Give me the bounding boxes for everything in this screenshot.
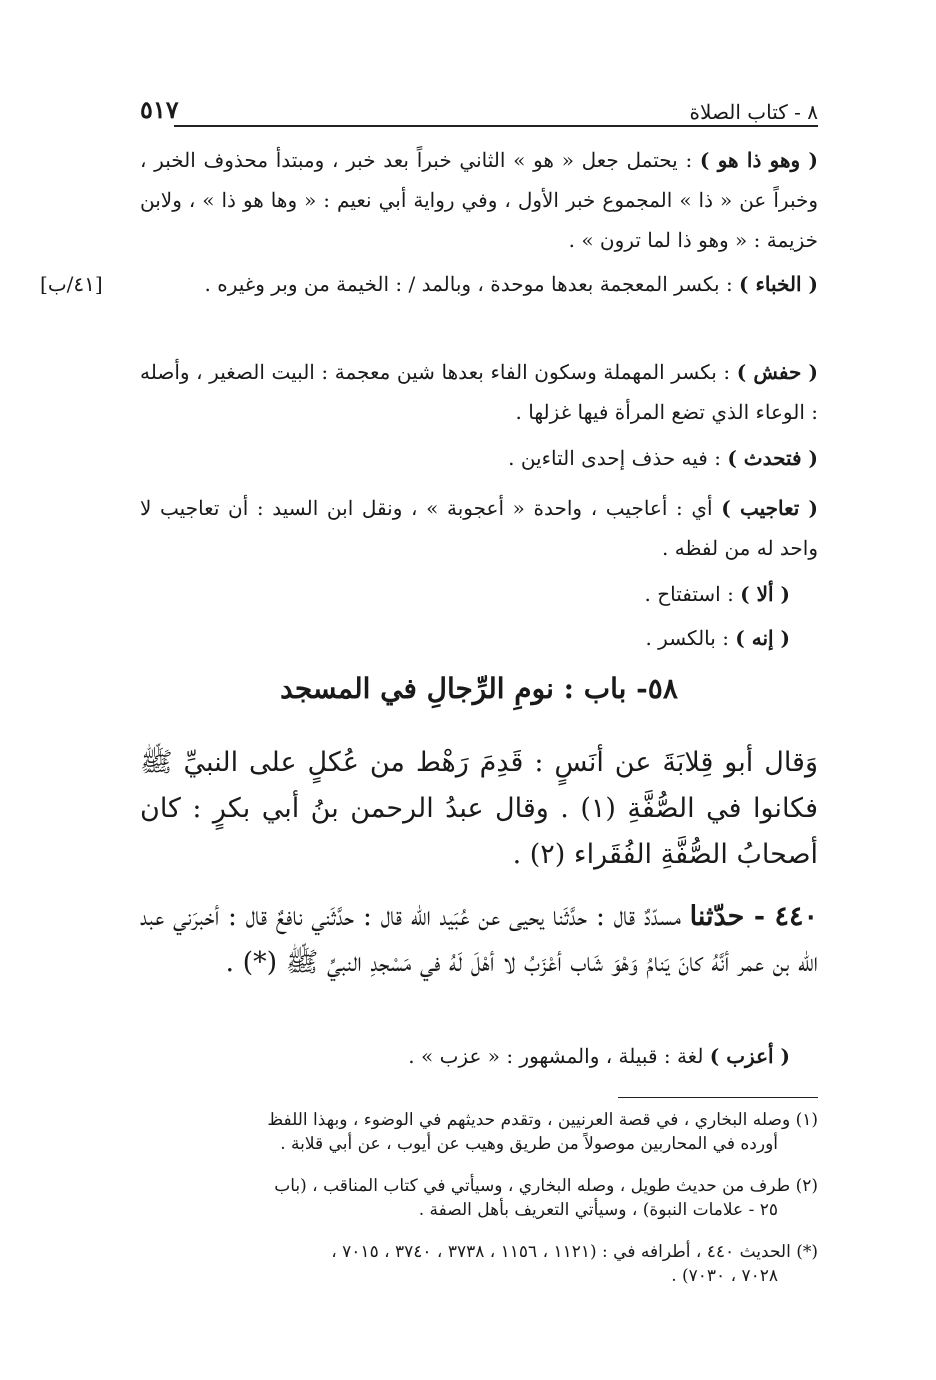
- note-taajib: [140, 488, 818, 568]
- note-term: ( الخباء ): [739, 272, 818, 296]
- note-innahu: [140, 618, 818, 658]
- footnote-text: ٢٥ - علامات النبوة) ، وسيأتي التعريف بأهل الصفة .: [418, 1200, 778, 1220]
- main-line: حدَّثَني نافعٌ قال : أخبرَني عبد الله بن عمر أنَّهُ كانَ يَنامُ وَهْوَ شَاب: [140, 901, 818, 978]
- footnote-2: [140, 1174, 818, 1222]
- chapter-intro: [140, 740, 818, 878]
- running-title: ٨ - كتاب الصلاة: [689, 100, 818, 124]
- hadith-440: [140, 894, 818, 986]
- footnote-text: أورده في المحاربين موصولاً من طريق وهيب عن أيوب ، عن أبي قلابة .: [280, 1134, 778, 1154]
- footnote-text: ٧٠٢٨ ، ٧٠٣٠) .: [671, 1266, 778, 1286]
- footnote-text: طرف من حديث طويل ، وصله البخاري ، وسيأتي في كتاب المناقب ، (باب: [274, 1176, 796, 1196]
- footnote-marker: (*): [796, 1242, 818, 1262]
- footnote-marker: (١): [795, 1110, 818, 1130]
- note-text: : استفتاح .: [644, 582, 741, 606]
- note-term: ( حفش ): [736, 360, 818, 384]
- gloss-text: لغة : قبيلة ، والمشهور : « عزب » .: [408, 1044, 710, 1068]
- note-text: : بكسر المهملة وسكون الفاء بعدها شين معجمة : البيت: [271, 360, 737, 384]
- hadith-number: ٤٤٠ - حدّثنا: [689, 901, 818, 932]
- note-term: ( إنه ): [735, 626, 790, 650]
- footnote-rule: [618, 1097, 818, 1098]
- note-text: : بالكسر .: [645, 626, 736, 650]
- gloss-term: ( أعزب ): [709, 1044, 790, 1068]
- note-text: أن تعاجيب لا واحد له من لفظه .: [140, 496, 818, 560]
- chapter-title: ٥٨- باب : نومِ الرِّجالِ في المسجد: [280, 672, 678, 705]
- note-term: ( فتحدث ): [727, 446, 818, 470]
- note-text: أي : أعاجيب ، واحدة « أعجوبة » ، ونقل ابن السيد :: [256, 496, 722, 520]
- page-header: [140, 80, 818, 124]
- note-text: : فيه حذف إحدى التاءين .: [508, 446, 728, 470]
- note-khiba: [40, 264, 818, 304]
- main-line: مسدّدٌ قال : حدَّثَنا يحيى عن عُبَيد الله قال :: [362, 901, 690, 932]
- footnote-star: [140, 1240, 818, 1288]
- note-text: الصغير ، وأصله : الوعاء الذي تضع المرأة فيها غزلها .: [140, 360, 818, 424]
- note-ala: [140, 574, 818, 614]
- note-text: : يحتمل جعل « هو » الثاني خبراً بعد خبر ، ومبتدأ: [275, 148, 700, 172]
- page-number: ٥١٧: [140, 95, 179, 124]
- note-text: نعيم : « وها هو ذا » ، ولابن خزيمة : « وهو ذا لما ترون » .: [140, 188, 818, 252]
- gloss-azab: [140, 1036, 818, 1076]
- main-line: أصحابُ الصُّفَّةِ الفُقَراء (٢) .: [512, 839, 818, 870]
- note-fatahaddath: [140, 438, 818, 478]
- note-term: ( تعاجيب ): [721, 496, 818, 520]
- footnote-text: وصله البخاري ، في قصة العرنيين ، وتقدم حديثهم في الوضوء ، وبهذا اللفظ: [267, 1110, 796, 1130]
- header-rule: [174, 125, 818, 127]
- note-wahwa-dha: [140, 140, 818, 260]
- main-line: أعْزَبُ لا أهْلَ لَهُ في مَسْجدِ النبيِّ ﷺ (*) .: [225, 947, 562, 978]
- note-term: ( وهو ذا هو ): [699, 148, 818, 172]
- footnote-text: الحديث ٤٤٠ ، أطرافه في : (١١٢١ ، ١١٥٦ ، ٣٧٣٨ ، ٣٧٤٠ ، ٧٠١٥ ،: [331, 1242, 797, 1262]
- footnote-1: [140, 1108, 818, 1156]
- note-term: ( ألا ): [740, 582, 790, 606]
- note-text: وغيره .: [204, 272, 265, 296]
- note-text: : بكسر المعجمة بعدها موحدة ، وبالمد / : الخيمة من وبر: [271, 272, 740, 296]
- note-hifsh: [140, 352, 818, 432]
- footnote-marker: (٢): [795, 1176, 818, 1196]
- main-line: فكانوا في الصُّفَّةِ (١) . وقال عبدُ الرحمن بنُ أبي بكرٍ : كان: [140, 793, 818, 824]
- main-line: وَقال أبو قِلابَةَ عن أنَسٍ : قَدِمَ رَهْط من عُكلٍ على النبيِّ ﷺ: [140, 747, 818, 778]
- folio-marker: [٤١/ب]: [40, 272, 103, 296]
- note-text: محذوف الخبر ، وخبراً عن « ذا » المجموع خبر الأول ، وفي رواية أبي: [140, 148, 818, 212]
